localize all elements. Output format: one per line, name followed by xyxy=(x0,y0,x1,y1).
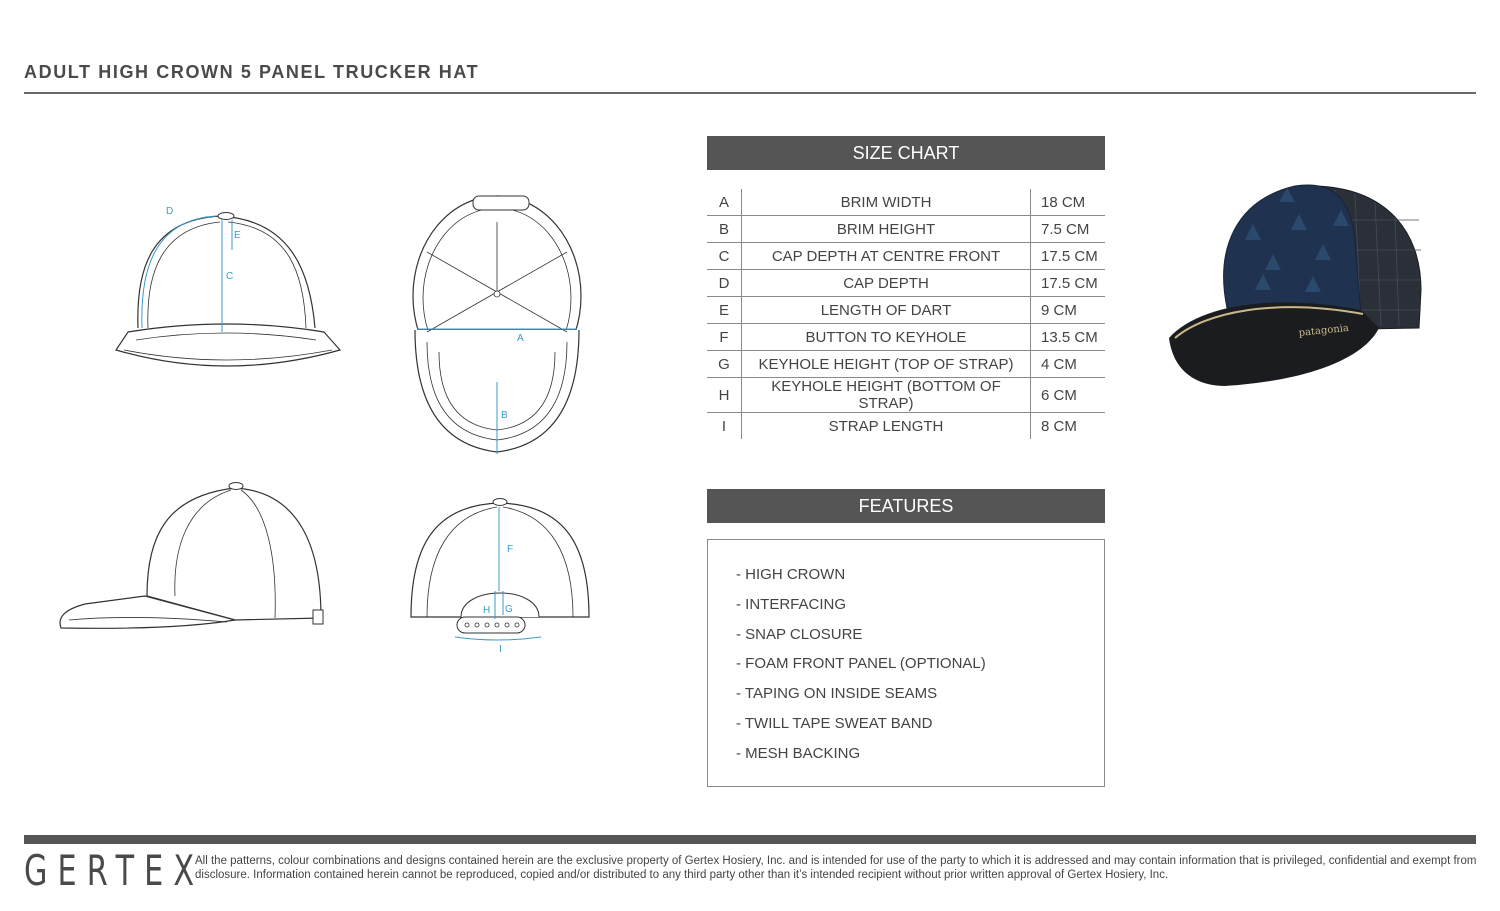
label-e: E xyxy=(234,230,241,241)
label-h: H xyxy=(483,605,491,616)
size-letter: H xyxy=(707,378,742,413)
size-value: 8 CM xyxy=(1041,417,1077,435)
page-title: ADULT HIGH CROWN 5 PANEL TRUCKER HAT xyxy=(24,62,480,82)
size-value: 7.5 CM xyxy=(1031,216,1106,243)
size-chart-row xyxy=(707,243,1105,270)
size-name: BRIM WIDTH xyxy=(742,189,1031,216)
size-name: STRAP LENGTH xyxy=(742,413,1031,440)
label-d: D xyxy=(166,206,174,217)
label-g: G xyxy=(505,604,513,615)
size-value: 4 CM xyxy=(1031,351,1106,378)
feature-item: - MESH BACKING xyxy=(736,744,861,762)
size-chart-heading: SIZE CHART xyxy=(707,136,1105,170)
size-chart-row xyxy=(707,216,1105,243)
features-list xyxy=(708,540,1104,769)
size-chart-row xyxy=(707,378,1105,413)
title-divider xyxy=(24,92,1476,94)
feature-item: - FOAM FRONT PANEL (OPTIONAL) xyxy=(736,655,986,673)
size-value: 18 CM xyxy=(1031,189,1106,216)
size-name: KEYHOLE HEIGHT (TOP OF STRAP) xyxy=(742,351,1031,378)
size-letter: D xyxy=(707,270,742,297)
label-b: B xyxy=(501,410,508,421)
underside-view-drawing xyxy=(405,192,590,457)
size-value: 6 CM xyxy=(1031,378,1106,413)
size-chart-row xyxy=(707,324,1105,351)
size-chart-row xyxy=(707,351,1105,378)
feature-item: - HIGH CROWN xyxy=(736,566,846,583)
feature-item: - INTERFACING xyxy=(736,595,847,613)
feature-item: - TAPING ON INSIDE SEAMS xyxy=(736,685,938,703)
size-letter: I xyxy=(707,413,742,440)
label-a: A xyxy=(517,333,524,344)
size-letter: F xyxy=(707,324,742,351)
size-name: CAP DEPTH xyxy=(742,270,1031,297)
size-value: 17.5 CM xyxy=(1031,270,1106,297)
size-name: KEYHOLE HEIGHT (BOTTOM OF STRAP) xyxy=(742,378,1031,413)
footer-divider xyxy=(24,835,1476,844)
gertex-logo: GERTEX xyxy=(24,846,205,895)
size-name: BRIM HEIGHT xyxy=(742,216,1031,243)
brand-text: patagonia xyxy=(1298,322,1350,339)
size-letter: B xyxy=(707,216,742,243)
product-photo xyxy=(1165,180,1425,395)
size-letter: G xyxy=(707,351,742,378)
size-letter: C xyxy=(707,243,742,270)
size-value: 17.5 CM xyxy=(1031,243,1106,270)
feature-item: - SNAP CLOSURE xyxy=(736,625,863,643)
size-value: 13.5 CM xyxy=(1031,324,1106,351)
size-chart-row xyxy=(707,270,1105,297)
size-letter: A xyxy=(707,189,742,216)
feature-item: - TWILL TAPE SWEAT BAND xyxy=(736,714,933,732)
size-name: BUTTON TO KEYHOLE xyxy=(742,324,1031,351)
side-view-drawing xyxy=(55,478,330,638)
features-heading: FEATURES xyxy=(707,489,1105,523)
size-chart-table xyxy=(707,189,1105,439)
size-chart-row xyxy=(707,189,1105,216)
footer-disclaimer: All the patterns, colour combinations and designs contained herein are the exclusive property of Gertex Hosiery, Inc. and is intended for use of the party to which it is addressed and may contain information that is privileged, confidential and exempt from disclosure. Information contained herein cannot be reproduced, copied and/or distributed to any third party other than it’s intended recipient without prior written approval of Gertex Hosiery, Inc. xyxy=(195,855,1477,881)
label-f: F xyxy=(507,544,514,555)
size-name: LENGTH OF DART xyxy=(742,297,1031,324)
features-box xyxy=(707,539,1105,787)
size-chart-row xyxy=(707,413,1105,440)
front-view-drawing xyxy=(110,200,350,380)
back-view-drawing xyxy=(405,495,595,660)
size-name: CAP DEPTH AT CENTRE FRONT xyxy=(742,243,1031,270)
size-chart-row xyxy=(707,297,1105,324)
label-i: I xyxy=(499,644,502,655)
size-letter: E xyxy=(707,297,742,324)
label-c: C xyxy=(226,271,234,282)
size-value: 9 CM xyxy=(1031,297,1106,324)
